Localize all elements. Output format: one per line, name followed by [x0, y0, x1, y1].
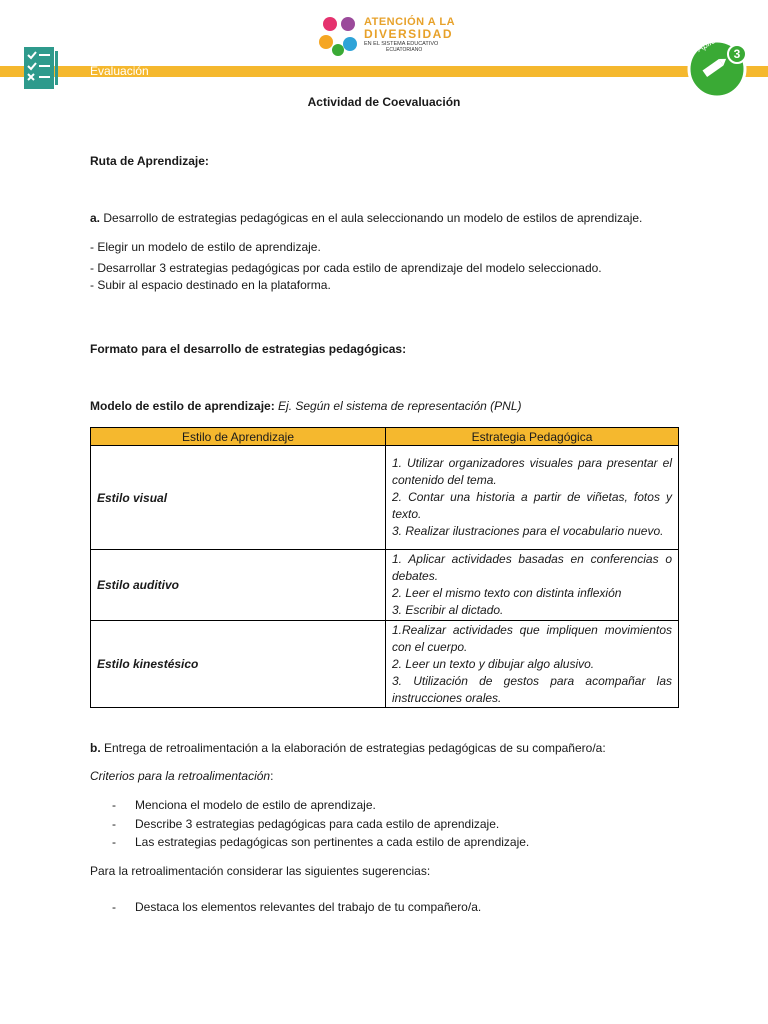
formato-heading: Formato para el desarrollo de estrategias pedagógicas:	[90, 342, 407, 356]
style-cell: Estilo kinestésico	[91, 621, 386, 708]
logo-line-1: ATENCIÓN A LA	[364, 16, 456, 28]
modelo-line	[90, 398, 522, 414]
strategy-item: 3. Realizar ilustraciones para el vocabulario nuevo.	[392, 524, 664, 538]
checklist-icon	[22, 45, 58, 91]
criteria-label: Criterios para la retroalimentación	[90, 769, 271, 783]
logo-line-2: DIVERSIDAD	[364, 27, 454, 41]
section-a-text: Desarrollo de estrategias pedagógicas en el aula seleccionando un modelo de estilos de aprendizaje.	[100, 211, 643, 225]
strategy-item: 1. Utilizar organizadores visuales para presentar el contenido del tema.	[392, 456, 672, 487]
section-a-item: - Desarrollar 3 estrategias pedagógicas por cada estilo de aprendizaje del modelo seleccionado.	[90, 261, 602, 275]
hands-logo-icon	[318, 14, 360, 58]
section-a-item: - Elegir un modelo de estilo de aprendizaje.	[90, 240, 321, 254]
strategy-item: 1.Realizar actividades que impliquen movimientos con el cuerpo.	[392, 622, 672, 654]
strategy-item: 2. Leer el mismo texto con distinta inflexión	[392, 586, 622, 600]
criteria-item: Menciona el modelo de estilo de aprendizaje.	[135, 798, 376, 812]
section-label: Evaluación	[90, 64, 149, 78]
criteria-colon: :	[270, 769, 274, 783]
criteria-item: Describe 3 estrategias pedagógicas para cada estilo de aprendizaje.	[135, 817, 500, 831]
suggestion-item: Destaca los elementos relevantes del trabajo de tu compañero/a.	[135, 900, 482, 914]
section-a-paragraph	[90, 210, 642, 226]
strategy-item: 3. Utilización de gestos para acompañar las instrucciones orales.	[392, 673, 672, 705]
table-header-cell: Estilo de Aprendizaje	[91, 428, 386, 446]
strategy-cell	[386, 550, 679, 621]
aplicar-badge	[683, 32, 753, 102]
strategy-item: 3. Escribir al dictado.	[392, 603, 504, 617]
suggestions-intro: Para la retroalimentación considerar las siguientes sugerencias:	[90, 864, 431, 878]
style-cell: Estilo auditivo	[91, 550, 386, 621]
table-row	[91, 550, 679, 621]
table-row	[91, 621, 679, 708]
badge-number: 3	[733, 47, 741, 61]
strategy-item: 1. Aplicar actividades basadas en conferencias o debates.	[392, 552, 672, 583]
list-dash: -	[112, 835, 116, 849]
list-dash: -	[112, 900, 116, 914]
criteria-heading	[90, 768, 273, 784]
strategy-cell	[386, 446, 679, 550]
strategy-item: 2. Leer un texto y dibujar algo alusivo.	[392, 656, 595, 671]
strategy-cell	[386, 621, 679, 708]
modelo-example: Ej. Según el sistema de representación (PNL)	[274, 399, 522, 413]
table-header-cell: Estrategia Pedagógica	[386, 428, 679, 446]
modelo-label: Modelo de estilo de aprendizaje:	[90, 399, 275, 413]
section-b-letter: b.	[90, 741, 101, 755]
page-title: Actividad de Coevaluación	[307, 95, 461, 109]
section-a-item: - Subir al espacio destinado en la plataforma.	[90, 278, 331, 292]
table-header-row	[91, 428, 679, 446]
list-dash: -	[112, 817, 116, 831]
diversidad-logo	[318, 14, 458, 60]
section-b-paragraph	[90, 740, 606, 756]
logo-line-3: EN EL SISTEMA EDUCATIVO	[364, 41, 439, 47]
style-cell: Estilo visual	[91, 446, 386, 550]
table-row	[91, 446, 679, 550]
criteria-item: Las estrategias pedagógicas son pertinentes a cada estilo de aprendizaje.	[135, 835, 530, 849]
strategies-table	[90, 427, 679, 708]
badge-text: Aplicar	[695, 32, 724, 54]
section-a-letter: a.	[90, 211, 101, 225]
list-dash: -	[112, 798, 116, 812]
logo-line-4: ECUATORIANO	[386, 47, 423, 53]
strategy-item: 2. Contar una historia a partir de viñetas, fotos y texto.	[392, 490, 672, 521]
ruta-heading: Ruta de Aprendizaje:	[90, 154, 209, 168]
section-b-text: Entrega de retroalimentación a la elaboración de estrategias pedagógicas de su compañero/a:	[100, 741, 606, 755]
